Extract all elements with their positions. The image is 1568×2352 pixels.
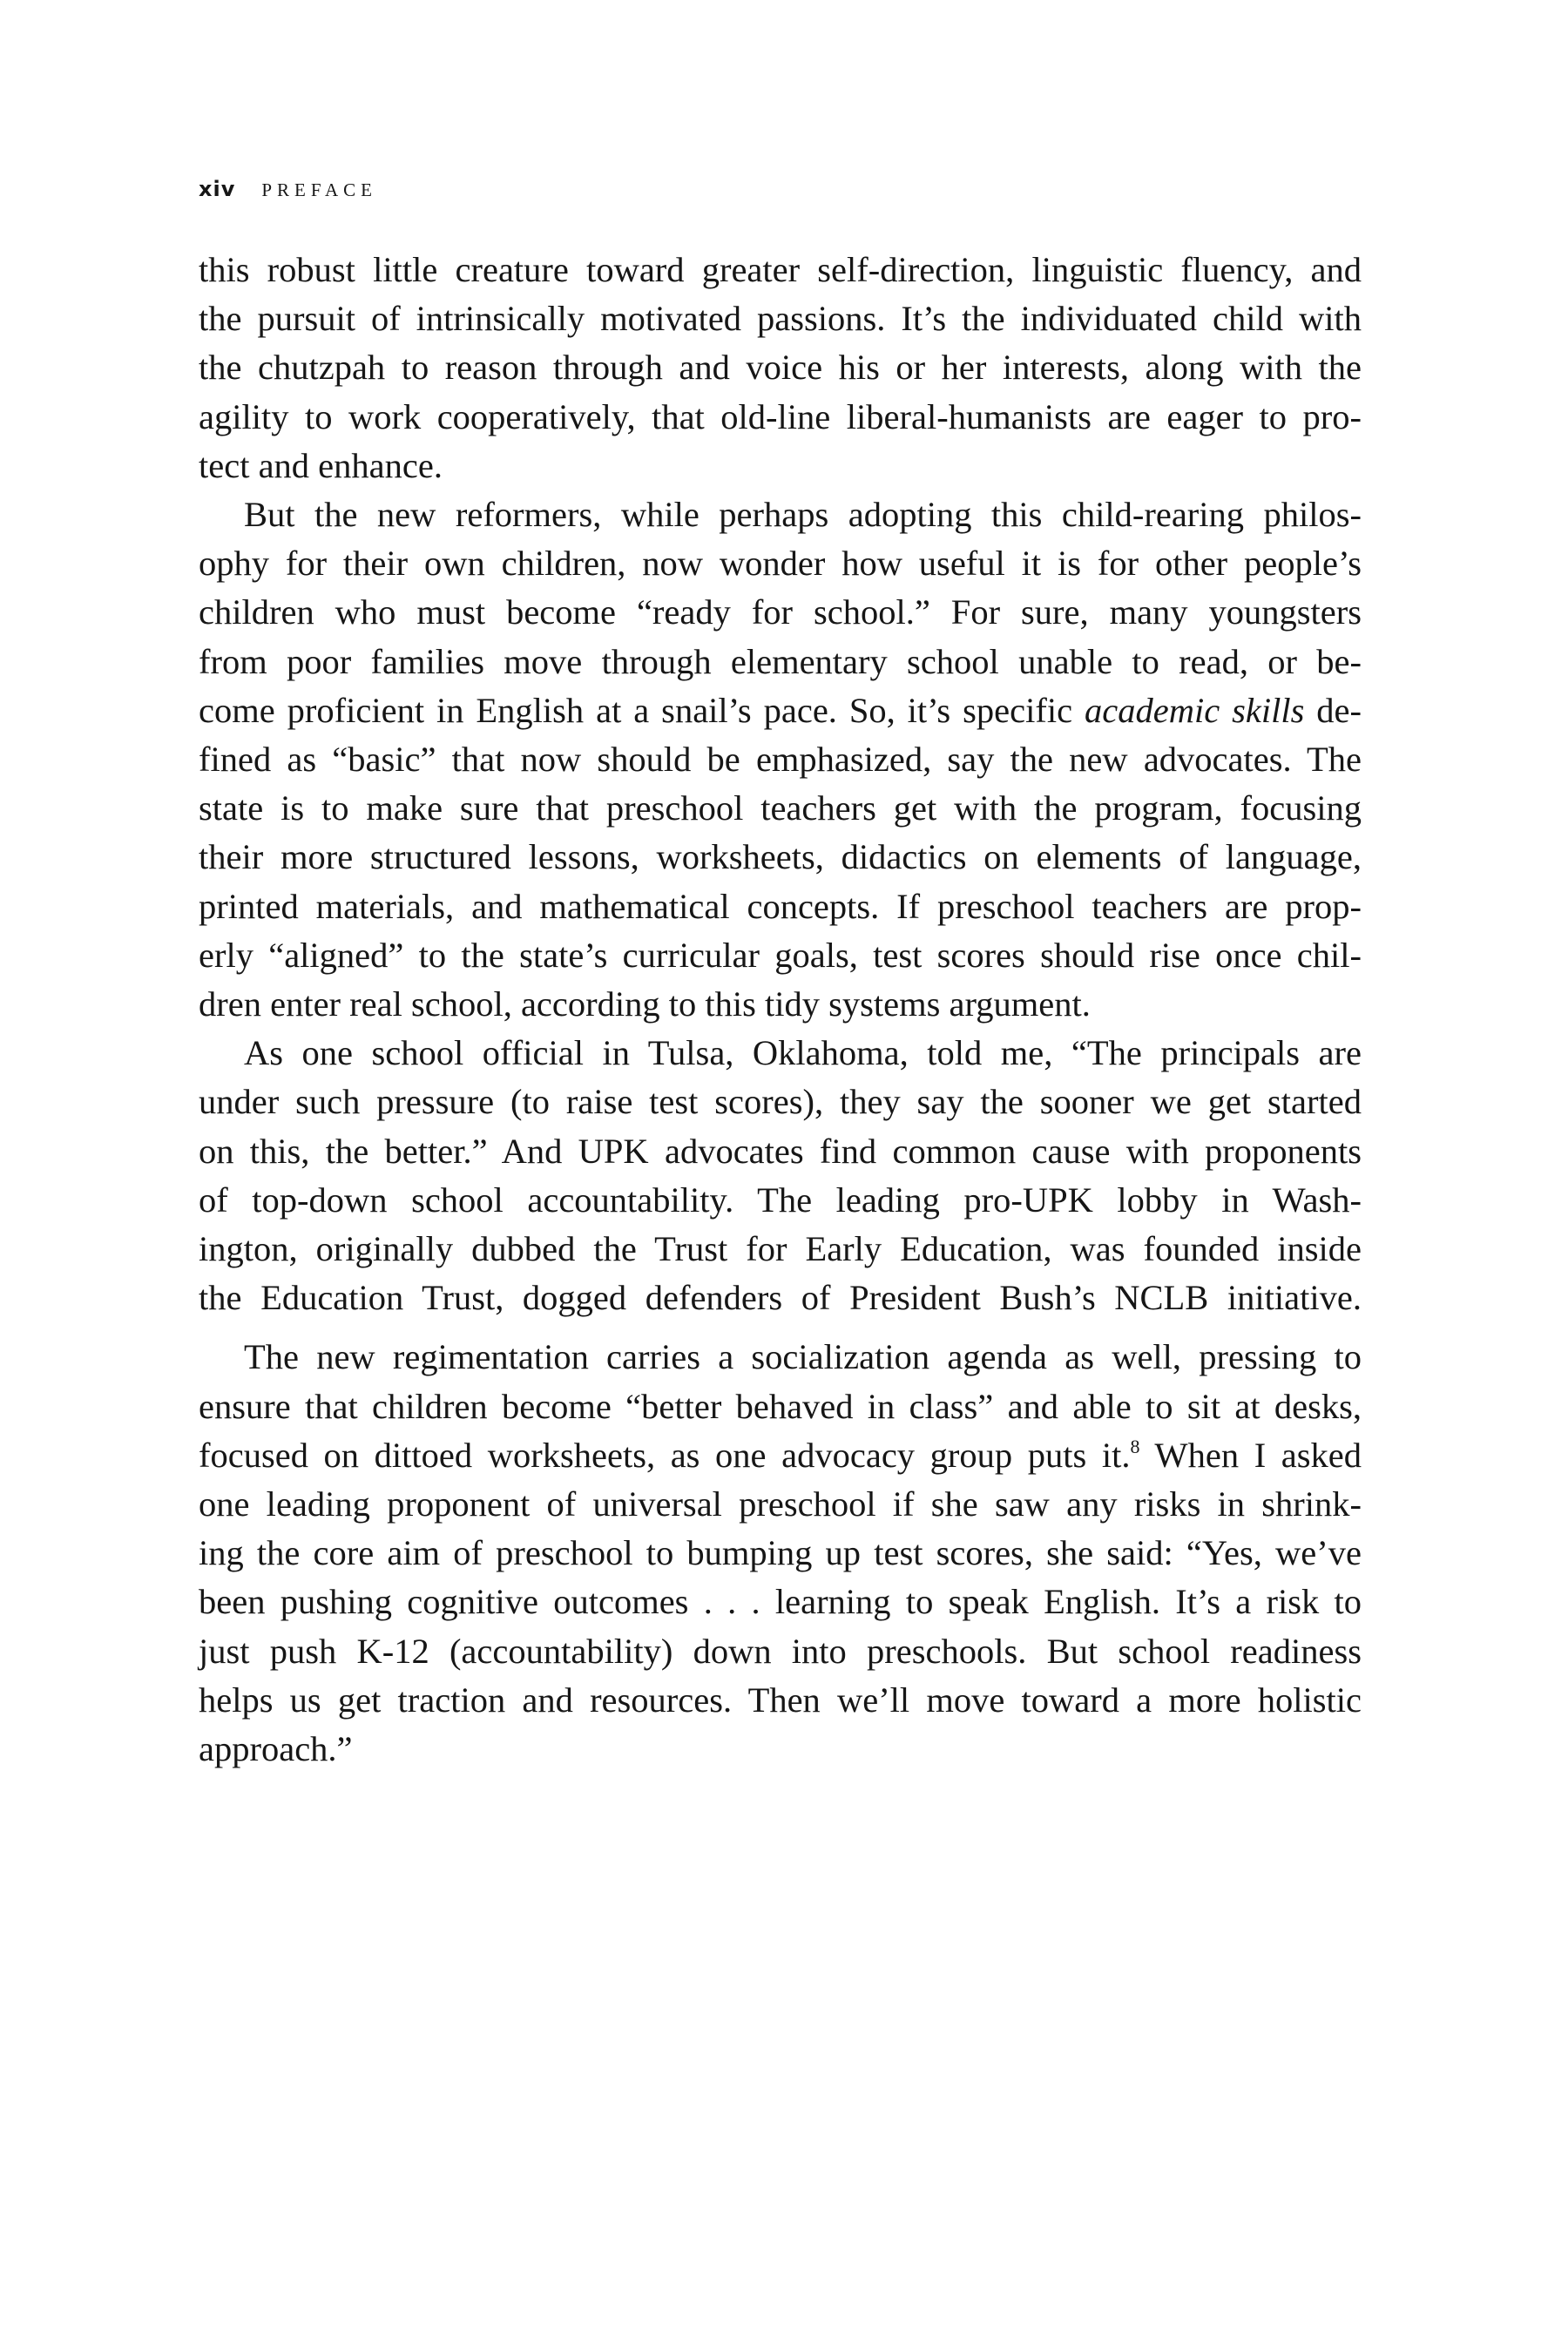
emphasis-text: academic skills (1085, 690, 1305, 730)
text-line: helps us get traction and resources. Then we’ll move toward a more holistic (199, 1680, 1362, 1720)
text-line: ophy for their own children, now wonder how useful it is for other people’s (199, 544, 1362, 584)
text-line: tect and enhance. (199, 445, 443, 485)
text-line: under such pressure (to raise test scores), they say the sooner we get started (199, 1082, 1362, 1122)
text-line: one leading proponent of universal preschool if she saw any risks in shrink- (199, 1484, 1362, 1524)
text-line: printed materials, and mathematical concepts. If preschool teachers are prop- (199, 886, 1362, 926)
text-segment: de- (1304, 690, 1362, 730)
text-line: ington, originally dubbed the Trust for Early Education, was founded inside (199, 1229, 1362, 1269)
section-title: PREFACE (261, 179, 377, 200)
text-segment: focused on dittoed worksheets, as one advocacy group puts it. (199, 1435, 1131, 1475)
text-line: But the new reformers, while perhaps adopting this child-rearing philos- (244, 495, 1362, 535)
body-text (199, 246, 1362, 1774)
text-line: state is to make sure that preschool teachers get with the program, focusing (199, 788, 1362, 828)
text-line: this robust little creature toward greater self-direction, linguistic fluency, and (199, 250, 1362, 289)
text-line: fined as “basic” that now should be emphasized, say the new advocates. The (199, 740, 1362, 780)
text-line-with-emphasis (199, 686, 1362, 735)
running-head (199, 177, 377, 212)
paragraph-1 (199, 246, 1362, 490)
text-line: agility to work cooperatively, that old-line liberal-humanists are eager to pro- (199, 396, 1362, 436)
text-line: the Education Trust, dogged defenders of President Bush’s NCLB initiative. (199, 1278, 1362, 1318)
page-number: xiv (199, 177, 236, 201)
text-line: the pursuit of intrinsically motivated passions. It’s the individuated child with (199, 299, 1362, 339)
text-line: the chutzpah to reason through and voice his or her interests, along with the (199, 348, 1362, 388)
paragraph-4 (199, 1333, 1362, 1774)
text-line: on this, the better.” And UPK advocates find common cause with proponents (199, 1131, 1362, 1171)
paragraph-3 (199, 1029, 1362, 1322)
text-line-with-footnote (199, 1431, 1362, 1480)
text-line: ensure that children become “better behaved in class” and able to sit at desks, (199, 1386, 1362, 1426)
text-line: been pushing cognitive outcomes . . . learning to speak English. It’s a risk to (199, 1582, 1362, 1622)
text-line: children who must become “ready for school.” For sure, many youngsters (199, 592, 1362, 632)
text-segment: When I asked (1139, 1435, 1362, 1475)
text-line: dren enter real school, according to this tidy systems argument. (199, 984, 1091, 1024)
text-line: their more structured lessons, worksheets, didactics on elements of language, (199, 837, 1362, 877)
text-line: of top-down school accountability. The leading pro-UPK lobby in Wash- (199, 1179, 1362, 1220)
text-line: approach.” (199, 1729, 353, 1769)
text-line: from poor families move through elementary school unable to read, or be- (199, 641, 1362, 681)
text-line: The new regimentation carries a socialization agenda as well, pressing to (244, 1337, 1362, 1377)
text-line: just push K-12 (accountability) down into preschools. But school readiness (199, 1631, 1362, 1671)
footnote-marker: 8 (1130, 1435, 1140, 1457)
text-line: erly “aligned” to the state’s curricular goals, test scores should rise once chil- (199, 935, 1362, 975)
paragraph-2 (199, 490, 1362, 1029)
text-line: ing the core aim of preschool to bumping up test scores, she said: “Yes, we’ve (199, 1533, 1362, 1573)
text-segment: come proficient in English at a snail’s pace. So, it’s specific (199, 690, 1073, 730)
text-line: As one school official in Tulsa, Oklahoma, told me, “The principals are (244, 1033, 1362, 1073)
